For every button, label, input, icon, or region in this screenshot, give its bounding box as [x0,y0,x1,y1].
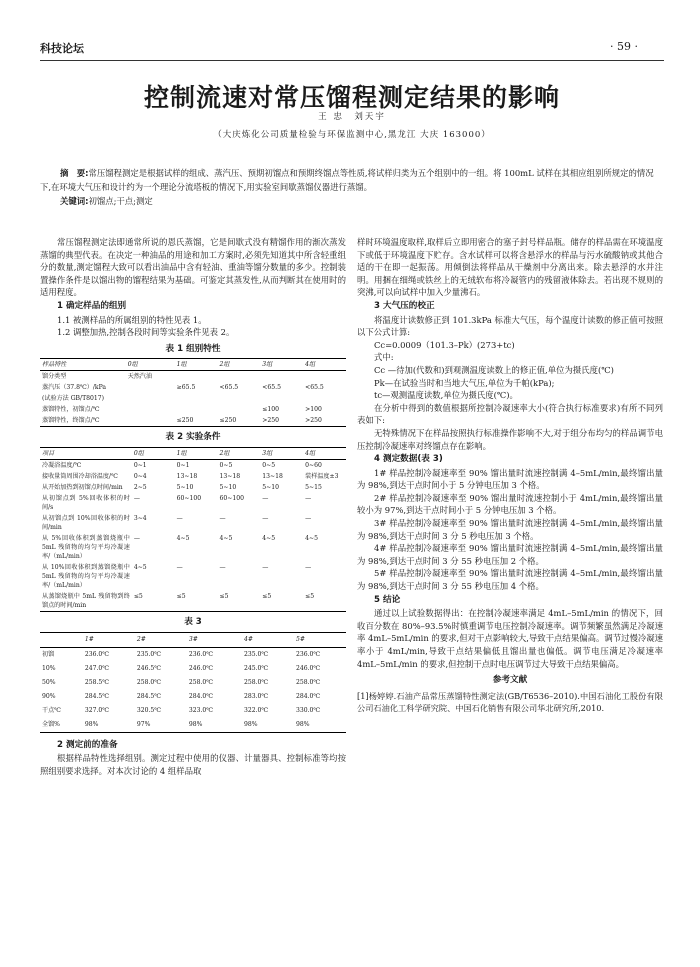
table-cell: 干点℃ [42,707,62,715]
table-cell [126,382,175,393]
paragraph: 1.2 调整加热,控制各段时间等实验条件见表 2。 [57,327,235,338]
table-header-cell: 4组 [305,361,316,369]
table-cell: >250 [262,417,280,425]
table-caption: 表 2 实验条件 [165,432,221,443]
header-rule [40,60,664,61]
table-header-cell: 2组 [219,449,230,457]
table-cell: 13~18 [262,472,283,480]
table-header-cell: 项目 [42,449,55,457]
table-cell: 5~10 [262,483,280,491]
table-row [40,718,346,733]
table-cell [126,393,175,404]
table-cell [175,393,218,404]
table-header-cell: 1# [84,636,94,644]
table-cell: 247.0℃ [84,665,110,673]
table-cell: 馏分类型 [42,373,67,381]
table-cell: 0~4 [133,472,147,480]
table-cell: 98% [243,721,258,729]
table-cell [126,415,175,427]
result-paragraph: 1# 样品控制冷凝速率至 90% 馏出量时流速控制满 4–5mL/min,最终馏出量为 98%,到达干点时间小于 5 分钟电压加 3 个格。 [357,467,663,491]
table-cell: — [133,494,140,502]
table-cell: 284.0℃ [188,693,214,701]
table-cell: 装样温度±3 [305,472,339,480]
definition: Cc —待加(代数和)到观测温度读数上的修正值,单位为摄氏度(℃) [374,364,614,375]
table-cell: 0~1 [133,461,147,469]
table-cell: 从初馏点到 5%回收体积的时间/s [42,494,130,511]
table-cell: 从 5%回收体积到蒸馏烧瓶中 5mL 残留物的均匀平均冷凝速率/（mL/min） [42,534,130,560]
table-cell: 13~18 [219,472,241,480]
table-cell: 5~15 [305,483,322,491]
keywords-label: 关键词: [60,196,89,206]
table-caption: 表 1 组别特性 [165,343,221,354]
table-cell: 蒸汽压（37.8℃）/kPa [42,384,107,392]
section-heading: 3 大气压的校正 [374,300,435,311]
table-header-cell: 3组 [262,449,273,457]
table-row [40,591,346,612]
table-cell [303,393,346,404]
table-cell: 2~5 [133,483,147,491]
table-header-cell: 1组 [176,449,187,457]
journal-section-name: 科技论坛 [40,42,84,55]
table-row [40,533,346,562]
affiliation: （大庆炼化公司质量检验与环保监测中心,黑龙江 大庆 163000） [213,130,491,140]
table-cell: — [305,494,312,502]
result-paragraph: 2# 样品控制冷凝速率至 90% 馏出量时流速控制小于 4mL/min,最终馏出量较小为 97%,到达干点时间小于 5 分钟电压加 3 个格。 [357,492,663,516]
table-header-cell [40,632,83,647]
table-cell: ≤5 [219,592,229,600]
table-cell: 283.0℃ [243,693,269,701]
table-cell: 全馏% [42,721,60,729]
table-cell: <65.5 [262,384,281,392]
paragraph: 样时环境温度取样,取样后立即用密合的塞子封号样品瓶。储存的样品需在环境温度下或低于环境温度下贮存。含水试样可以将含悬浮水的样品与污水硫酸钠或其他合适的干在即一起振荡。用倾倒法将样品从干燥剂中分离出来。除去悬浮的水并注明。用捆在细绳或铁丝上的无绒软布将冷凝管内的残留液体除去。若出现不规则的突沸,可以向试样中加入少量沸石。 [357,237,663,298]
table-cell: — [176,514,183,522]
table-cell: 4~5 [133,563,147,571]
table-cell: — [305,563,312,571]
references-heading: 参考文献 [492,675,528,686]
table-cell: 5~10 [176,483,194,491]
table-cell: 284.5℃ [84,693,110,701]
table-cell: 5~10 [219,483,237,491]
table-header-cell: 4# [243,636,253,644]
table-header-cell: 0组 [127,361,138,369]
table-cell: 天然汽油 [127,373,153,381]
table-header-cell: 0组 [133,449,144,457]
table-cell: ≤100 [262,406,280,414]
table-cell: 320.5℃ [136,707,162,715]
page-number: · 59 · [610,40,638,53]
table-header-cell: 5# [295,636,305,644]
table-cell: 246.0℃ [295,665,321,673]
table-cell: 接收量筒周围冷却浴温度/℃ [42,472,118,480]
keywords [60,195,660,207]
table-cell: ≤5 [176,592,186,600]
left-column [40,236,346,777]
table-cell [175,404,218,415]
section-heading: 4 测定数据(表 3) [374,454,443,465]
table-cell: 4~5 [262,534,276,542]
table-cell: (试验方法 GB/T8017) [42,395,105,403]
table-row [40,471,346,482]
table-header-cell: 样品特性 [42,361,67,369]
table-row [40,415,346,427]
table-cell: 258.0℃ [188,679,214,687]
table-cell: 初馏 [42,651,55,659]
table-cell [217,393,260,404]
table-cell: 蒸馏特性，初馏点/℃ [42,406,100,414]
result-paragraph: 3# 样品控制冷凝速率至 90% 馏出量时流速控制满 4–5mL/min,最终馏出量为 98%,到达干点时间 3 分 5 秒电压加 3 个格。 [357,518,663,541]
table-cell: 从开始加热到初馏点时间/min [42,483,123,491]
table-header-cell: 2组 [219,361,230,369]
formula-where: 式中: [374,352,394,363]
paragraph: 将温度计读数修正到 101.3kPa 标准大气压，每个温度计读数的修正值可按照以下公式计算: [357,314,663,338]
abstract-text: 常压馏程测定是根据试样的组成、蒸汽压、预期初馏点和预期终馏点等性质,将试样归类为五个组别中的一组。将 100mL 试样在其相应组别所规定的情况下,在环境大气压和设计约为一个理论分流塔板的情况下,用实验室间歇蒸馏仪器进行蒸馏。 [40,168,654,192]
table-cell: — [133,534,140,542]
table-cell: <65.5 [219,384,239,392]
conclusion-paragraph: 通过以上试验数据得出：在控制冷凝速率满足 4mL–5mL/min 的情况下，回收百分数在 80%–93.5%时慎重调节电压控制冷凝速率。调节频繁虽然满足冷凝速率 4mL–5mL/min 的要求,但对干点影响较大,导致干点结果偏高。调节过慢冷凝速率小于 4mL/min,导致干点结果偏低且馏出量也偏低。调节电压满足冷凝速率 4mL–5mL/min 的要求,但控制干点时电压调节过大导致干点结果偏高。 [357,608,663,669]
table-header-cell: 4组 [305,449,316,457]
paragraph: 根据样品特性选择组别。测定过程中使用的仪器、计量器具、控制标准等均按照组别要求选择。对本次讨论的 4 组样品取 [40,753,346,776]
table-cell: — [219,563,226,571]
table-cell: 98% [84,721,99,729]
table-cell: 322.0℃ [243,707,269,715]
table-cell: 236.0℃ [295,651,321,659]
table-cell: 0~5 [219,461,233,469]
table-cell: 330.0℃ [295,707,321,715]
table-cell: 蒸馏特性，终馏点/℃ [42,417,100,425]
keywords-text: 初馏点;干点;测定 [88,196,153,206]
table-cell [217,371,260,383]
table-cell: <65.5 [305,384,324,392]
table-cell: — [262,494,269,502]
table-cell: 0~5 [262,461,276,469]
section-heading: 2 测定前的准备 [57,739,118,750]
table-test-conditions [40,447,346,612]
table-cell: 50% [42,679,56,687]
table-cell: 284.0℃ [295,693,321,701]
table-cell: ≤250 [219,417,237,425]
result-paragraph: 4# 样品控制冷凝速率至 90% 馏出量时流速控制满 4–5mL/min,最终馏出量为 98%,到达干点时间 3 分 55 秒电压加 2 个格。 [357,543,663,566]
article-title: 控制流速对常压馏程测定结果的影响 [143,83,560,112]
table-cell: 258.0℃ [243,679,269,687]
definition: tc—观测温度读数,单位为摄氏度(℃)。 [374,390,518,401]
table-group-properties [40,358,346,427]
table-cell: ≤5 [305,592,315,600]
table-cell: 从蒸馏烧瓶中 5mL 残留物到终馏点的时间/min [42,592,130,609]
table-row [40,482,346,493]
table-cell: ≥65.5 [176,384,196,392]
table-row [40,493,346,513]
table-cell: 327.0℃ [84,707,110,715]
table-row [40,513,346,533]
table-cell: 从 10%回收体积到蒸馏烧瓶中 5mL 残留物的均匀平均冷凝速率/（mL/min） [42,563,130,589]
table-cell: — [305,514,312,522]
table-row [40,459,346,471]
table-cell: 98% [295,721,310,729]
table-cell: — [262,514,269,522]
table-cell: 4~5 [305,534,318,542]
table-cell: 4~5 [176,534,190,542]
table-measurement-data [40,632,346,733]
table-cell: 60~100 [219,494,244,502]
table-cell: — [176,563,183,571]
abstract [40,167,664,194]
table-cell: 284.5℃ [136,693,162,701]
table-cell: 246.0℃ [188,665,214,673]
table-cell: ≤250 [176,417,194,425]
reference-item: [1]杨婷婷.石油产品常压蒸馏特性测定法(GB/T6536–2010).中国石油化工股份有限公司石油化工科学研究院、中国石化销售有限公司华北研究所,2010. [357,690,663,714]
table-row [40,371,346,383]
table-row [40,382,346,393]
table-cell [260,393,303,404]
table-cell [175,371,218,383]
table-cell: 13~18 [176,472,198,480]
table-cell: 246.5℃ [136,665,162,673]
table-cell: — [219,514,226,522]
table-cell: 60~100 [176,494,202,502]
formula: Cc=0.0009（101.3–Pk）(273+tc) [374,339,515,350]
table-cell: 冷凝浴温度/℃ [42,461,82,469]
table-header-cell: 3# [188,636,198,644]
table-row [40,647,346,662]
table-row [40,662,346,676]
table-cell: >100 [305,406,322,414]
abstract-label: 摘 要: [60,168,89,178]
table-cell: 258.0℃ [136,679,162,687]
table-cell: 236.0℃ [84,651,110,659]
table-cell: 0~60 [305,461,322,469]
table-header-cell: 3组 [262,361,273,369]
right-column [357,236,663,715]
paragraph: 无特殊情况下在样品按照执行标准操作影响不大,对于组分布均匀的样品调节电压控制冷凝速率对终馏点存在影响。 [357,427,663,451]
table-cell [303,371,346,383]
table-cell: 4~5 [219,534,233,542]
table-row [40,562,346,591]
table-cell: ≤5 [262,592,272,600]
table-cell: 从初馏点到 10%回收体积的时间/min [42,514,130,531]
table-row [40,404,346,415]
table-cell: 236.0℃ [188,651,214,659]
table-cell: — [262,563,269,571]
table-header-cell: 1组 [176,361,187,369]
definition: Pk—在试验当时和当地大气压,单位为千帕(kPa); [374,377,555,388]
table-cell: 323.0℃ [188,707,214,715]
table-cell: 10% [42,665,56,673]
table-caption: 表 3 [184,616,202,627]
table-row [40,690,346,704]
table-cell: 258.5℃ [84,679,110,687]
section-heading: 5 结论 [374,594,401,605]
table-cell: 97% [136,721,151,729]
table-cell: 235.0℃ [243,651,269,659]
table-cell: 90% [42,693,56,701]
table-cell: >250 [305,417,322,425]
table-cell: 245.0℃ [243,665,269,673]
paragraph: 1.1 被测样品的所属组别的特性见表 1。 [57,314,207,325]
table-cell: 235.0℃ [136,651,162,659]
section-heading: 1 确定样品的组别 [57,300,127,311]
table-cell: 98% [188,721,203,729]
table-cell: 0~1 [176,461,190,469]
table-cell: ≤5 [133,592,143,600]
table-cell [260,371,303,383]
result-paragraph: 5# 样品控制冷凝速率至 90% 馏出量时流速控制满 4–5mL/min,最终馏出量为 98%,到达干点时间 3 分 55 秒电压加 4 个格。 [357,568,663,592]
table-cell: 3~4 [133,514,147,522]
table-row [40,704,346,718]
table-cell: 258.0℃ [295,679,321,687]
table-cell [217,404,260,415]
authors: 王 忠 刘天宇 [318,112,386,122]
table-header-cell: 2# [136,636,146,644]
paragraph: 在分析中得到的数值根据所控制冷凝速率大小(符合执行标准要求)有所不同列表如下: [357,402,663,426]
table-row [40,676,346,690]
intro-paragraph: 常压馏程测定法即通常所说的恩氏蒸馏，它是间歇式没有精馏作用的渐次蒸发蒸馏的典型代表。在决定一种油品的用途和加工方案时,必须先知道其中所含轻重组分的数量,测定馏程大致可以看出油品中含有轻油、重油等馏分数量的多少。控制装置操作条件是以馏出物的馏程结果为基础。可鉴定其蒸发性,从而判断其在使用时的适用程度。 [40,237,346,298]
table-cell [126,404,175,415]
table-row [40,393,346,404]
